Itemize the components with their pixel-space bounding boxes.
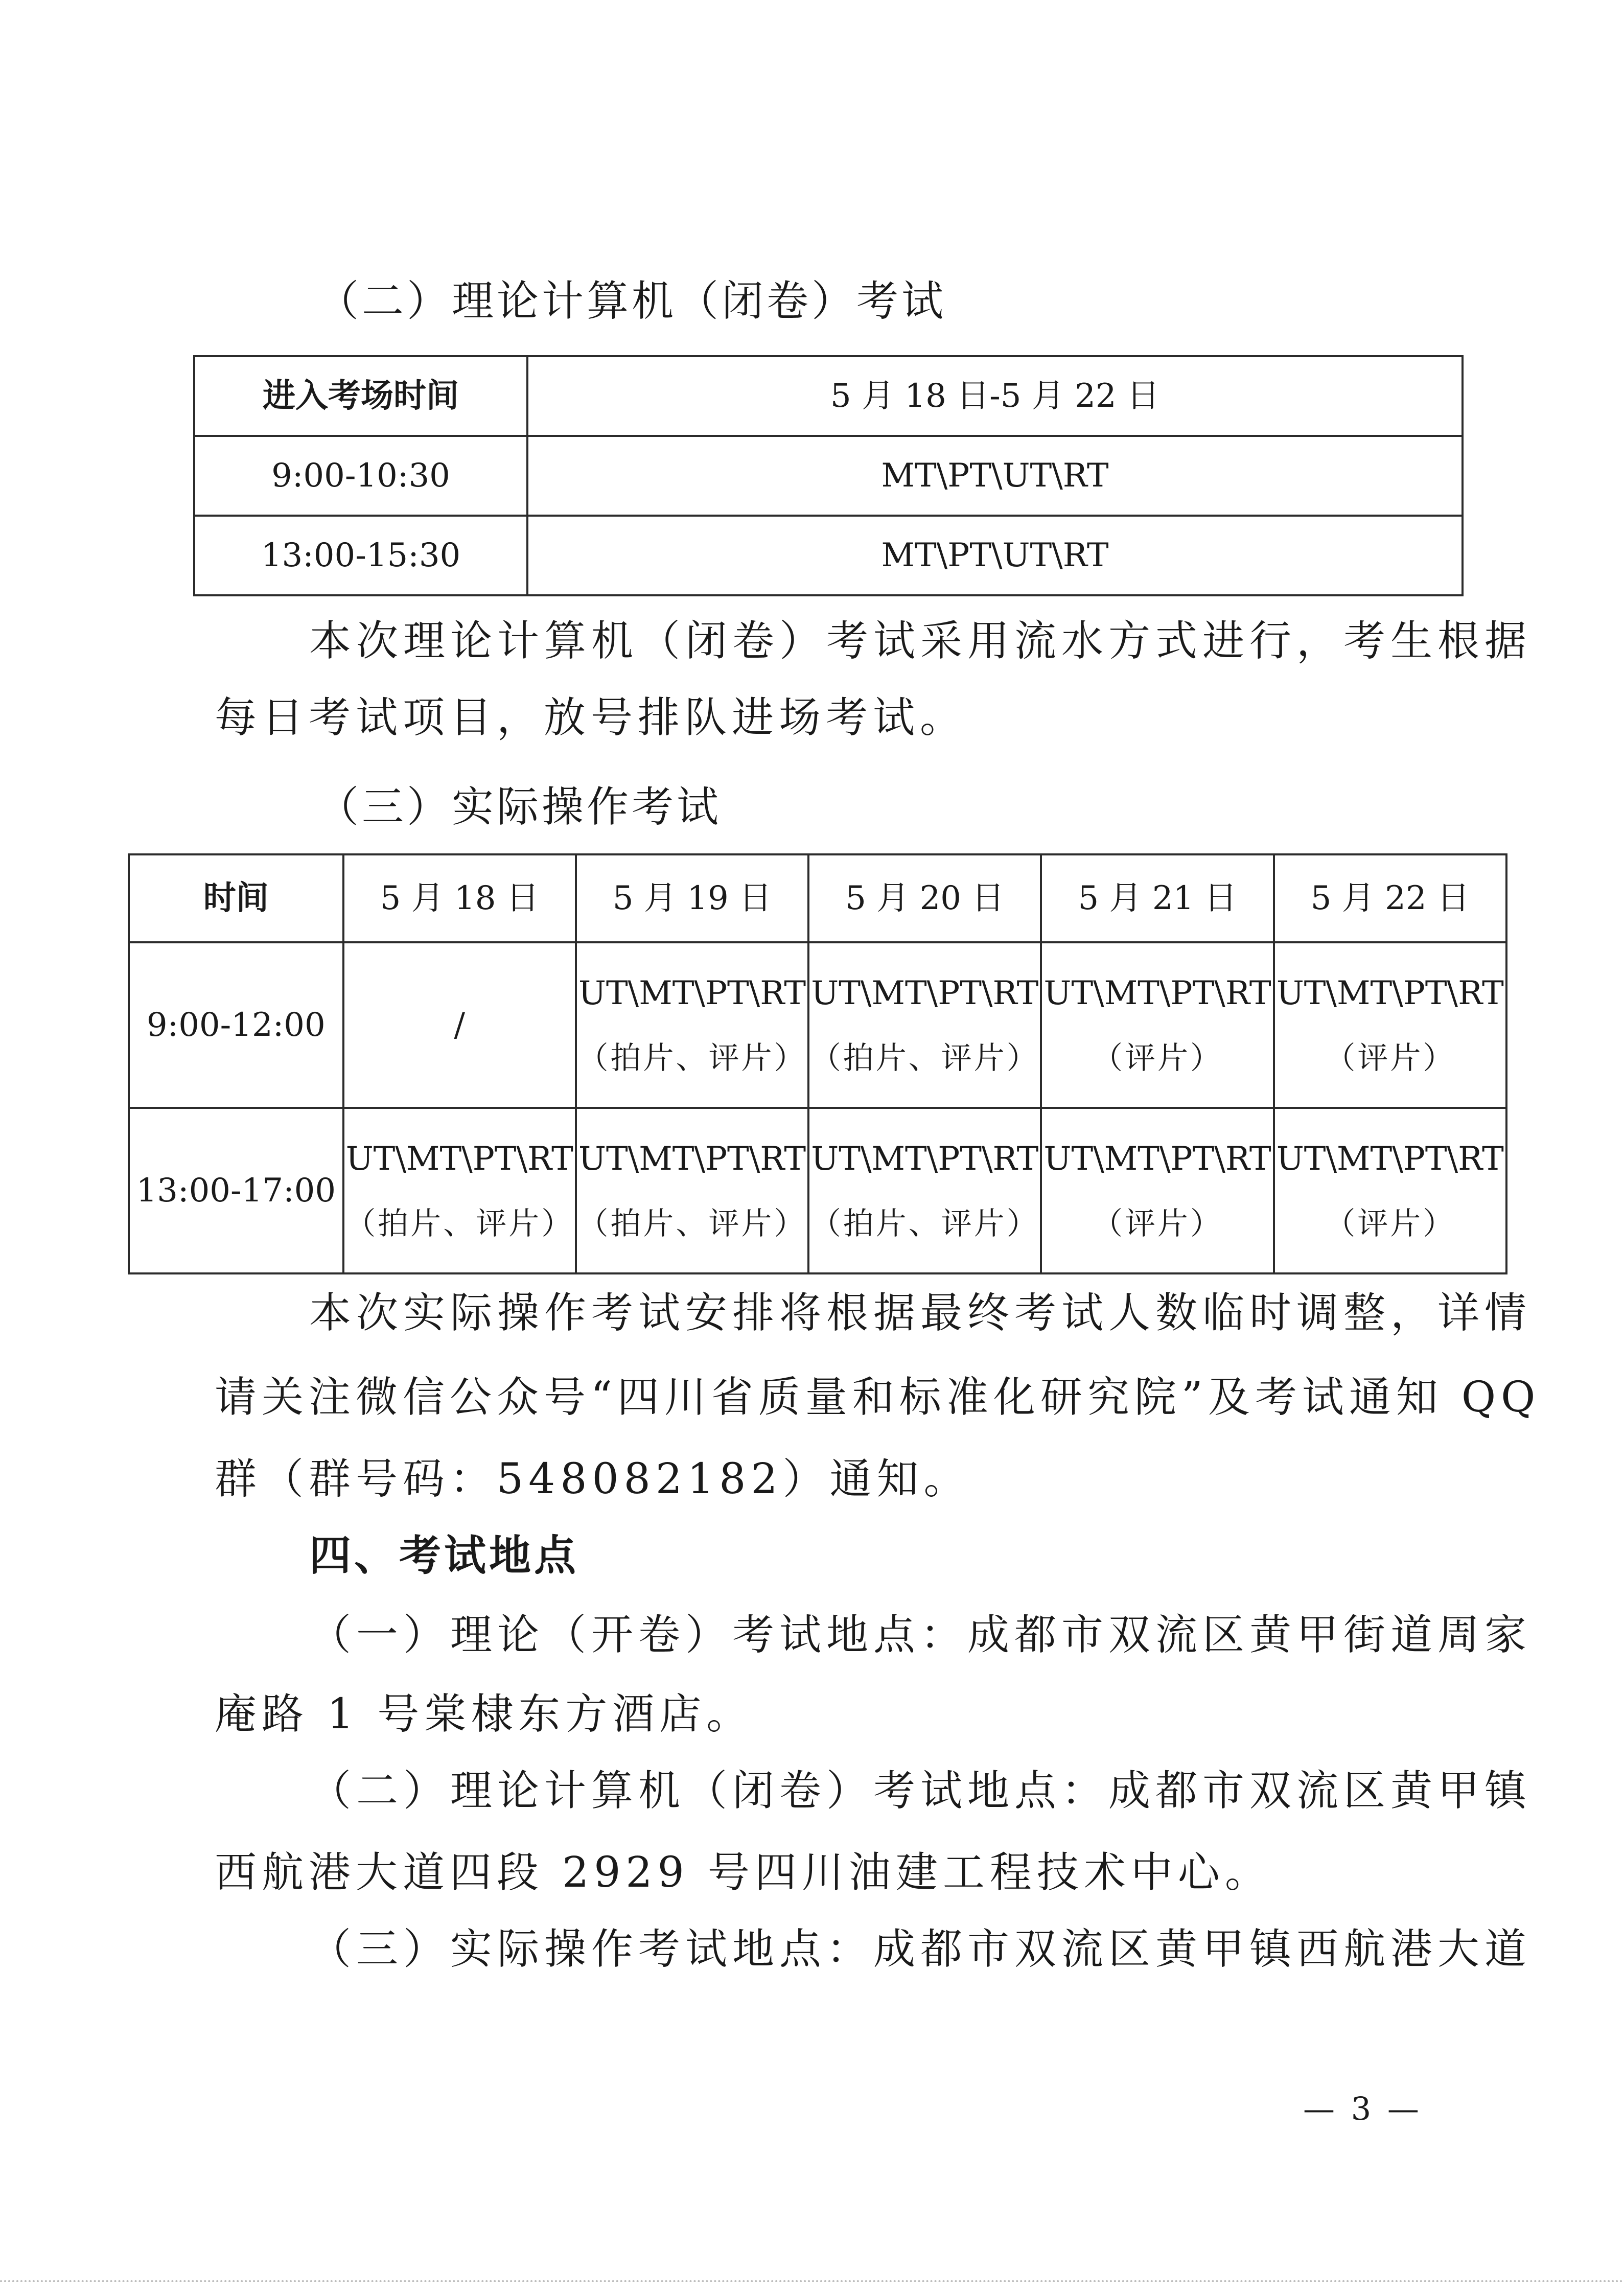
table-header-cell: 5 月 21 日 — [1041, 854, 1273, 942]
cell-subject: UT\MT\PT\RT — [1276, 1140, 1504, 1178]
table-cell — [808, 942, 1041, 1108]
table-cell — [1041, 1108, 1273, 1273]
table-header-cell: 5 月 19 日 — [576, 854, 808, 942]
table-cell: 13:00-17:00 — [129, 1108, 343, 1273]
paragraph-line: 西航港大道四段 2929 号四川油建工程技术中心。 — [215, 1848, 1272, 1897]
cell-subject: UT\MT\PT\RT — [345, 1140, 573, 1178]
table-header-cell: 5 月 18 日-5 月 22 日 — [527, 356, 1463, 436]
paragraph-line: 每日考试项目，放号排队进场考试。 — [215, 693, 967, 742]
table-cell — [1041, 942, 1273, 1108]
page-number: — 3 — — [1303, 2090, 1422, 2127]
table-row — [129, 942, 1506, 1108]
cell-subject: UT\MT\PT\RT — [578, 974, 806, 1012]
cell-note: （拍片、评片） — [810, 1205, 1039, 1242]
paragraph-line: 本次实际操作考试安排将根据最终考试人数临时调整，详情 — [309, 1289, 1532, 1337]
table-header-cell: 5 月 22 日 — [1274, 854, 1506, 942]
cell-subject: / — [454, 1006, 466, 1044]
table-cell: 9:00-12:00 — [129, 942, 343, 1108]
table-cell: MT\PT\UT\RT — [527, 436, 1463, 516]
table-header-cell: 5 月 18 日 — [343, 854, 576, 942]
table-header-cell: 时间 — [129, 854, 343, 942]
cell-note: （拍片、评片） — [345, 1205, 574, 1242]
table-cell: 9:00-10:30 — [194, 436, 527, 516]
cell-note: （拍片、评片） — [577, 1205, 807, 1242]
practical-exam-table — [128, 853, 1507, 1274]
table-cell — [576, 1108, 808, 1273]
table-header-row — [129, 854, 1506, 942]
table-cell — [576, 942, 808, 1108]
cell-subject: UT\MT\PT\RT — [1276, 974, 1504, 1012]
section4-title: 四、考试地点 — [309, 1532, 579, 1580]
cell-note: （拍片、评片） — [577, 1040, 807, 1076]
paragraph-line: 请关注微信公众号“四川省质量和标准化研究院”及考试通知 QQ — [215, 1373, 1541, 1422]
section3-title: （三）实际操作考试 — [317, 783, 722, 831]
table-row — [194, 516, 1463, 595]
table-cell: 13:00-15:30 — [194, 516, 527, 595]
paragraph-line: 群（群号码：548082182）通知。 — [215, 1455, 971, 1503]
paragraph-line: （三）实际操作考试地点：成都市双流区黄甲镇西航港大道 — [309, 1925, 1532, 1974]
cell-subject: UT\MT\PT\RT — [1043, 974, 1271, 1012]
table-cell — [343, 942, 576, 1108]
table-cell — [1274, 1108, 1506, 1273]
paragraph-line: 庵路 1 号棠棣东方酒店。 — [215, 1690, 754, 1738]
table-row — [129, 1108, 1506, 1273]
paragraph-line: （二）理论计算机（闭卷）考试地点：成都市双流区黄甲镇 — [309, 1767, 1532, 1815]
cell-subject: UT\MT\PT\RT — [811, 974, 1039, 1012]
cell-note: （拍片、评片） — [810, 1040, 1039, 1076]
table-header-cell: 进入考场时间 — [194, 356, 527, 436]
cell-note: （评片） — [1092, 1040, 1223, 1076]
cell-subject: UT\MT\PT\RT — [1043, 1140, 1271, 1178]
cell-note: （评片） — [1325, 1040, 1456, 1076]
table-header-row — [194, 356, 1463, 436]
table-cell — [1274, 942, 1506, 1108]
section2-title: （二）理论计算机（闭卷）考试 — [317, 277, 947, 326]
table-cell — [808, 1108, 1041, 1273]
computer-exam-table — [193, 355, 1464, 596]
table-cell — [343, 1108, 576, 1273]
cell-note: （评片） — [1092, 1205, 1223, 1242]
footer-divider — [0, 2280, 1624, 2282]
paragraph-line: 本次理论计算机（闭卷）考试采用流水方式进行，考生根据 — [309, 617, 1532, 665]
cell-note: （评片） — [1325, 1205, 1456, 1242]
paragraph-line: （一）理论（开卷）考试地点：成都市双流区黄甲街道周家 — [309, 1611, 1532, 1659]
table-cell: MT\PT\UT\RT — [527, 516, 1463, 595]
cell-subject: UT\MT\PT\RT — [578, 1140, 806, 1178]
table-row — [194, 436, 1463, 516]
cell-subject: UT\MT\PT\RT — [811, 1140, 1039, 1178]
table-header-cell: 5 月 20 日 — [808, 854, 1041, 942]
